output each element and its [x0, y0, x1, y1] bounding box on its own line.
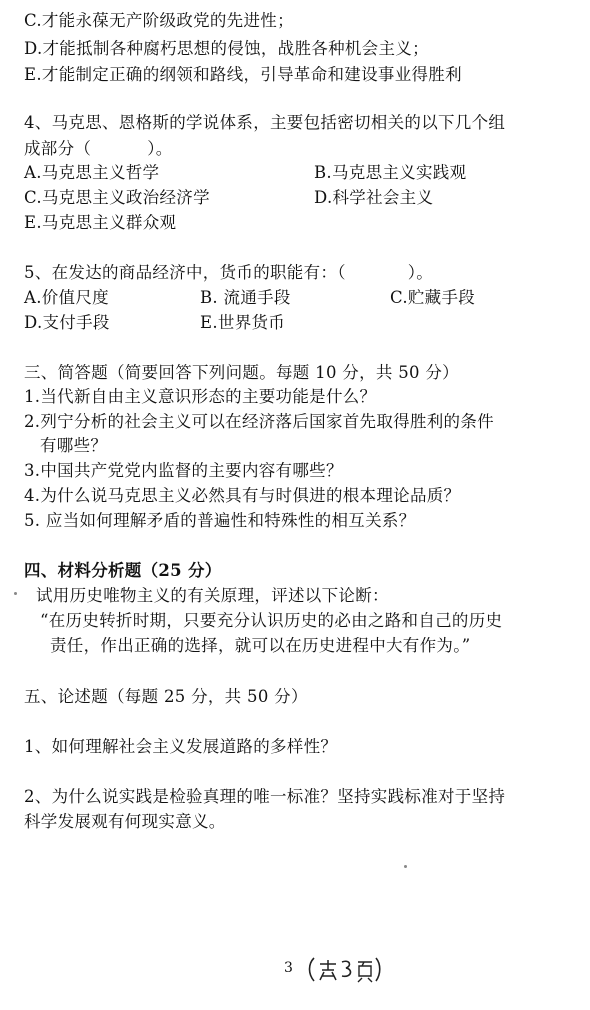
- section3-q4: 4.为什么说马克思主义必然具有与时俱进的根本理论品质？: [24, 486, 461, 505]
- section3-q2-line2: 有哪些？: [40, 436, 108, 455]
- section3-q3: 3.中国共产党党内监督的主要内容有哪些？: [24, 461, 343, 480]
- section5-heading: 五、论述题（每题 25 分，共 50 分）: [24, 687, 308, 706]
- q5-stem-suffix: ）。: [407, 263, 434, 282]
- q5-stem: [24, 262, 433, 284]
- q5-option-c: C.贮藏手段: [390, 288, 476, 307]
- section5-q1: 1、如何理解社会主义发展道路的多样性？: [24, 737, 338, 756]
- section4-heading: 四、材料分析题（25 分）: [24, 561, 222, 580]
- q4-option-d: D.科学社会主义: [314, 188, 434, 207]
- q3-option-c: C.才能永葆无产阶级政党的先进性；: [24, 11, 294, 30]
- q4-option-b: B.马克思主义实践观: [314, 163, 467, 182]
- q4-options-row2: [24, 187, 584, 209]
- q4-stem-suffix: ）。: [147, 139, 173, 158]
- q5-option-a: A.价值尺度: [24, 288, 109, 307]
- section5-q2-line1: 2、为什么说实践是检验真理的唯一标准？坚持实践标准对于坚持: [24, 787, 506, 806]
- section3-q1: 1.当代新自由主义意识形态的主要功能是什么？: [24, 387, 377, 406]
- section4-quote-line2: 责任，作出正确的选择，就可以在历史进程中大有作为。”: [50, 636, 471, 655]
- page-number: 3: [284, 960, 293, 976]
- q3-option-d: D.才能抵制各种腐朽思想的侵蚀，战胜各种机会主义；: [24, 39, 429, 58]
- q4-option-c: C.马克思主义政治经济学: [24, 188, 210, 207]
- q5-options-row1: [24, 287, 584, 309]
- q5-option-e: E.世界货币: [200, 313, 286, 332]
- q5-option-b: B. 流通手段: [200, 288, 291, 307]
- q5-options-row2: [24, 312, 584, 334]
- q3-option-e: E.才能制定正确的纲领和路线，引导革命和建设事业得胜利: [24, 65, 462, 84]
- q4-option-e: E.马克思主义群众观: [24, 213, 177, 232]
- q4-options-row1: [24, 162, 584, 184]
- q4-stem-line2: [24, 138, 173, 160]
- q4-stem-prefix: 成部分（: [24, 139, 92, 158]
- section3-q5: 5. 应当如何理解矛盾的普遍性和特殊性的相互关系？: [24, 511, 416, 530]
- q4-option-a: A.马克思主义哲学: [24, 163, 160, 182]
- q5-stem-prefix: 5、在发达的商品经济中，货币的职能有：（: [24, 263, 346, 282]
- handwritten-page-count: [306, 954, 382, 984]
- q5-option-d: D.支付手段: [24, 313, 110, 332]
- section3-heading: 三、简答题（简要回答下列问题。每题 10 分，共 50 分）: [24, 363, 459, 382]
- q4-stem-line1: 4、马克思、恩格斯的学说体系，主要包括密切相关的以下几个组: [24, 113, 506, 132]
- section3-q2-line1: 2.列宁分析的社会主义可以在经济落后国家首先取得胜利的条件: [24, 412, 494, 431]
- scan-speck: [404, 865, 407, 868]
- section4-quote-line1: “在历史转折时期，只要充分认识历史的必由之路和自己的历史: [40, 611, 503, 630]
- scan-speck: [14, 592, 17, 595]
- section5-q2-line2: 科学发展观有何现实意义。: [24, 812, 226, 831]
- section4-instruction: 试用历史唯物主义的有关原理，评述以下论断：: [36, 586, 389, 605]
